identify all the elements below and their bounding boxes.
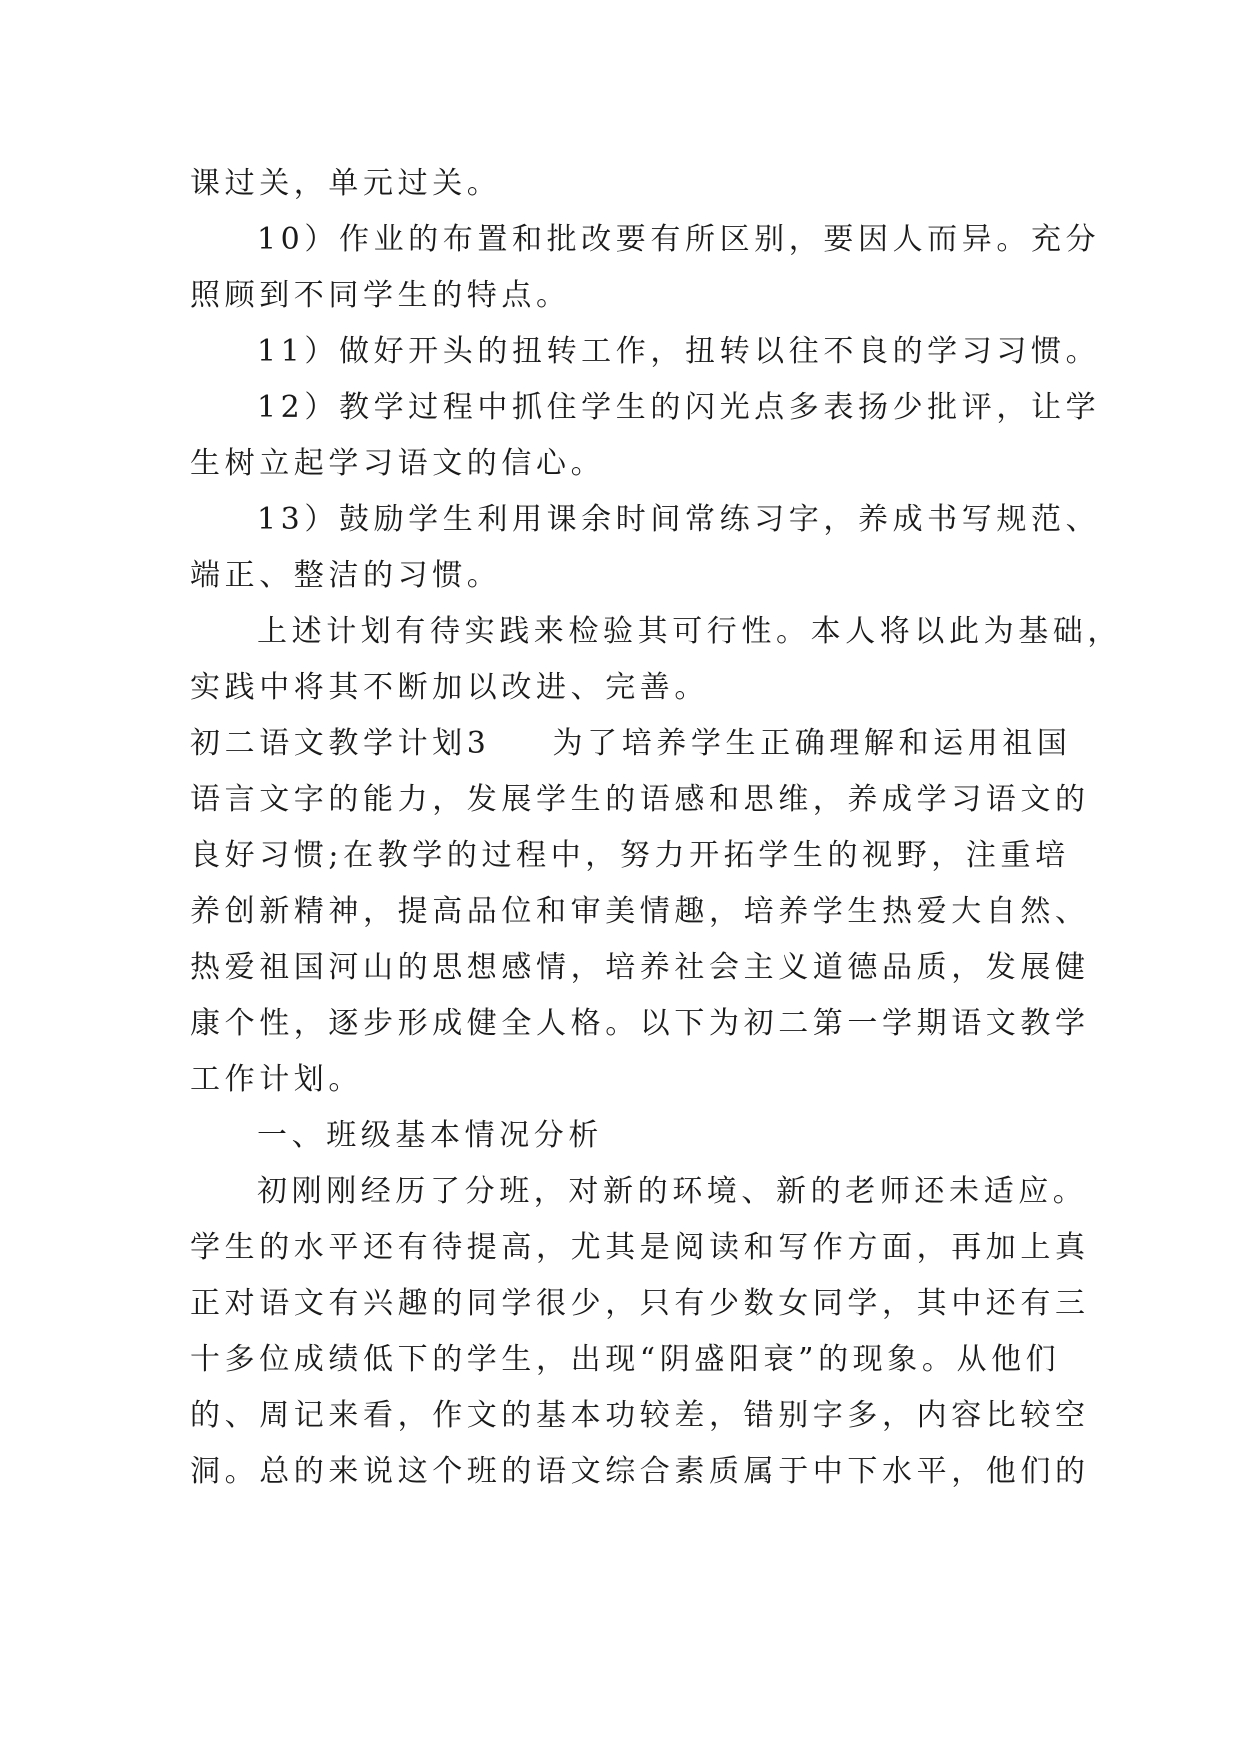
section-title: 初二语文教学计划3 xyxy=(190,726,491,761)
text-line: 实践中将其不断加以改进、完善。 xyxy=(190,670,709,705)
text-line: 工作计划。 xyxy=(190,1062,363,1097)
document-page xyxy=(190,156,1122,1500)
text-line: 为了培养学生正确理解和运用祖国 xyxy=(552,726,1072,761)
text-line: 11）做好开头的扭转工作，扭转以往不良的学习习惯。 xyxy=(257,334,1101,369)
text-line: 生树立起学习语文的信心。 xyxy=(190,446,606,481)
text-line: 康个性，逐步形成健全人格。以下为初二第一学期语文教学 xyxy=(190,1006,1090,1041)
text-line: 13）鼓励学生利用课余时间常练习字，养成书写规范、 xyxy=(257,502,1101,537)
text-line: 10）作业的布置和批改要有所区别，要因人而异。充分 xyxy=(257,222,1101,257)
text-line: 养创新精神，提高品位和审美情趣，培养学生热爱大自然、 xyxy=(190,894,1090,929)
text-line: 照顾到不同学生的特点。 xyxy=(190,278,571,313)
text-line: 课过关，单元过关。 xyxy=(190,166,502,201)
text-line: 良好习惯;在教学的过程中，努力开拓学生的视野，注重培 xyxy=(190,838,1070,873)
text-line: 上述计划有待实践来检验其可行性。本人将以此为基础， xyxy=(257,614,1122,649)
text-line: 正对语文有兴趣的同学很少，只有少数女同学，其中还有三 xyxy=(190,1286,1090,1321)
text-line: 洞。总的来说这个班的语文综合素质属于中下水平，他们的 xyxy=(190,1454,1090,1489)
text-line: 端正、整洁的习惯。 xyxy=(190,558,502,593)
text-line: 的、周记来看，作文的基本功较差，错别字多，内容比较空 xyxy=(190,1398,1090,1433)
text-line: 12）教学过程中抓住学生的闪光点多表扬少批评，让学 xyxy=(257,390,1101,425)
text-line: 学生的水平还有待提高，尤其是阅读和写作方面，再加上真 xyxy=(190,1230,1090,1265)
subheading: 一、班级基本情况分析 xyxy=(257,1118,603,1153)
text-line: 语言文字的能力，发展学生的语感和思维，养成学习语文的 xyxy=(190,782,1090,817)
text-line: 十多位成绩低下的学生，出现“阴盛阳衰”的现象。从他们 xyxy=(190,1342,1061,1377)
text-line: 热爱祖国河山的思想感情，培养社会主义道德品质，发展健 xyxy=(190,950,1090,985)
section-title-line xyxy=(190,716,1072,772)
text-line: 初刚刚经历了分班，对新的环境、新的老师还未适应。 xyxy=(257,1174,1088,1209)
